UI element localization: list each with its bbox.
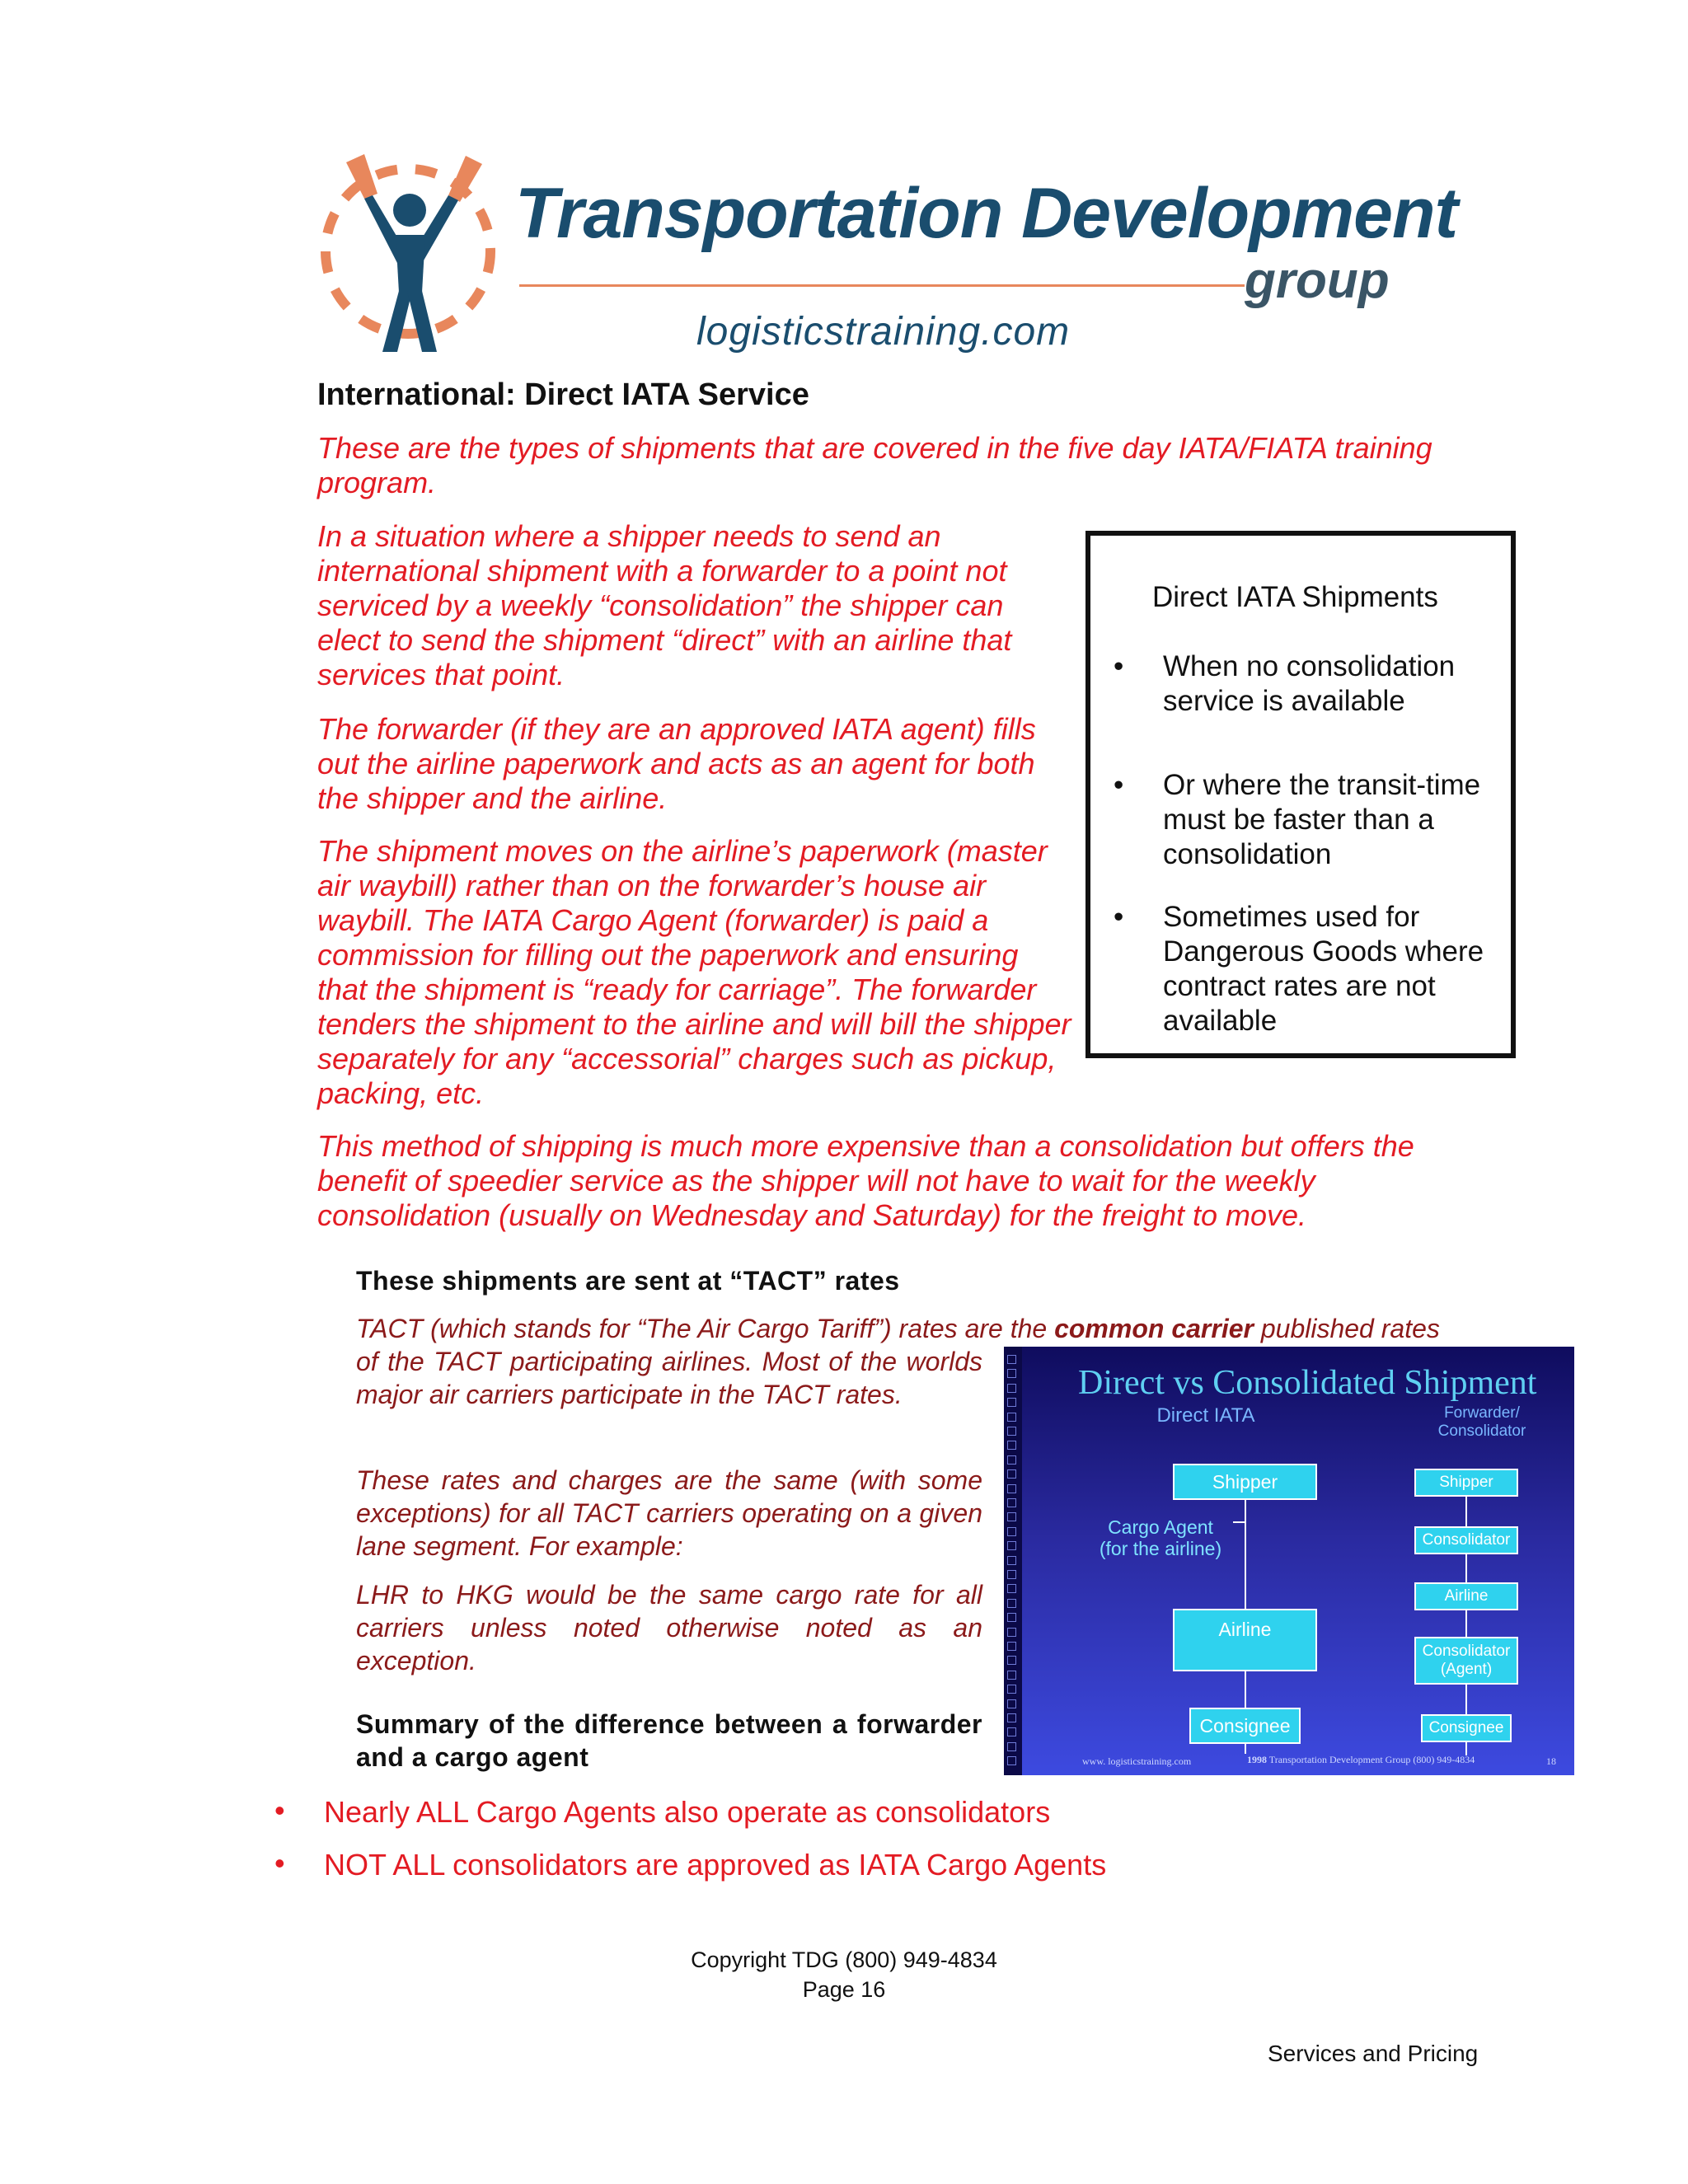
logo-divider [519, 284, 1245, 287]
copyright-text: Copyright TDG (800) 949-4834 [691, 1947, 997, 1972]
forwarder-label-line2: Consolidator [1437, 1422, 1526, 1440]
tact-text-after: published rates [1253, 1314, 1440, 1343]
slide-footer-url: www. logisticstraining.com [1082, 1755, 1192, 1767]
slide-bar-square [1007, 1355, 1016, 1364]
right-airline-box: Airline [1414, 1582, 1518, 1610]
slide-bar-square [1007, 1384, 1016, 1393]
tact-text-before: TACT (which stands for “The Air Cargo Tariff”) rates are the [356, 1314, 1055, 1343]
slide-bar-square [1007, 1484, 1016, 1493]
slide-bar-square [1007, 1512, 1016, 1521]
tact-rest: of the TACT participating airlines. Most of the worlds major air carriers participate in the TACT rates. [356, 1347, 982, 1409]
slide-bar-square [1007, 1469, 1016, 1479]
page-number: Page 16 [802, 1977, 886, 2002]
slide-bar-square [1007, 1527, 1016, 1536]
slide-bar-square [1007, 1541, 1016, 1550]
slide-bar-square [1007, 1742, 1016, 1751]
slide-bar-square [1007, 1671, 1016, 1680]
company-logo [313, 144, 1458, 367]
slide-bar-square [1007, 1756, 1016, 1765]
box-item-text: When no consolidation service is available [1163, 650, 1456, 717]
slide-footer-year: 1998 [1247, 1754, 1267, 1765]
slide-bar-square [1007, 1369, 1016, 1378]
box-title: Direct IATA Shipments [1152, 581, 1438, 613]
consolidator-agent-line2: (Agent) [1440, 1661, 1493, 1678]
slide-bar-square [1007, 1642, 1016, 1651]
consignee-box: Consignee [1189, 1708, 1301, 1744]
bullet-icon: • [274, 1793, 285, 1827]
slide-title: Direct vs Consolidated Shipment [1078, 1364, 1537, 1402]
paragraph-situation: In a situation where a shipper needs to send an international shipment with a forwarder to a point not serviced by a weekly “consolidation” the shipper can elect to send the shipment “direct” with an airline that services that point. [317, 519, 1012, 691]
box-item-text: Or where the transit-time must be faster than a consolidation [1163, 769, 1481, 870]
direct-vs-consolidated-slide [1004, 1347, 1574, 1775]
tact-heading: These shipments are sent at “TACT” rates [356, 1266, 900, 1296]
page-footer [0, 1945, 1688, 2004]
direct-iata-label: Direct IATA [1156, 1404, 1255, 1427]
slide-footer-company [1247, 1754, 1475, 1766]
summary-heading: Summary of the difference between a forwarder and a cargo agent [356, 1709, 982, 1772]
cargo-agent-line1: Cargo Agent [1108, 1516, 1213, 1538]
right-consignee-box: Consignee [1421, 1714, 1512, 1742]
slide-bar-square [1007, 1628, 1016, 1637]
tact-first-line [356, 1312, 1493, 1345]
intro-paragraph: These are the types of shipments that are covered in the five day IATA/FIATA training program. [317, 431, 1432, 499]
paragraph-forwarder: The forwarder (if they are an approved IATA agent) fills out the airline paperwork and acts as an agent for both the shipper and the airline. [317, 712, 1036, 815]
section-label: Services and Pricing [1268, 2041, 1479, 2066]
slide-footer-page: 18 [1546, 1755, 1556, 1767]
tact-example-paragraph: LHR to HKG would be the same cargo rate for all carriers unless noted otherwise noted as an exception. [356, 1580, 982, 1675]
slide-bar-square [1007, 1427, 1016, 1436]
slide-bar-square [1007, 1727, 1016, 1736]
slide-bar-square [1007, 1584, 1016, 1593]
right-consolidator-box: Consolidator [1414, 1526, 1518, 1554]
slide-bar-square [1007, 1713, 1016, 1722]
box-item [1114, 768, 1501, 872]
tact-rates-paragraph: These rates and charges are the same (with some exceptions) for all TACT carriers operating on a given lane segment. For example: [356, 1465, 982, 1561]
logo-url: logisticstraining.com [696, 310, 1071, 354]
forwarder-label [1408, 1404, 1556, 1441]
agent-connector [1233, 1521, 1246, 1523]
logo-group: group [1245, 252, 1390, 309]
cargo-agent-line2: (for the airline) [1099, 1538, 1222, 1559]
slide-bar-square [1007, 1455, 1016, 1465]
tact-bold-term: common carrier [1054, 1314, 1254, 1343]
box-item-text: Sometimes used for Dangerous Goods where contract rates are not available [1163, 901, 1484, 1037]
paragraph-expense: This method of shipping is much more expensive than a consolidation but offers the benefit of speedier service as the shipper will not have to wait for the weekly consolidation (usually on Wednesday and Saturday) for the freight to move. [317, 1129, 1414, 1232]
page-heading: International: Direct IATA Service [317, 377, 809, 412]
slide-bar-square [1007, 1556, 1016, 1565]
bullet-text: NOT ALL consolidators are approved as IATA Cargo Agents [324, 1848, 1107, 1882]
direct-iata-box [1085, 531, 1516, 1058]
logo-title: Transportation Development [515, 174, 1458, 253]
bullet-icon: • [1114, 901, 1124, 933]
box-item [1114, 900, 1501, 1038]
slide-bar-square [1007, 1413, 1016, 1422]
bullet-icon: • [274, 1846, 285, 1880]
slide-bar-square [1007, 1498, 1016, 1507]
box-item [1114, 649, 1501, 719]
person-logo-icon [313, 144, 511, 367]
shipper-box: Shipper [1173, 1464, 1317, 1500]
slide-sidebar [1004, 1347, 1022, 1775]
cargo-agent-box [1086, 1508, 1235, 1574]
consolidator-agent-line1: Consolidator [1422, 1643, 1511, 1660]
right-consolidator-agent-box [1414, 1637, 1518, 1685]
forwarder-label-line1: Forwarder/ [1444, 1404, 1520, 1422]
airline-box: Airline [1173, 1609, 1317, 1671]
bullet-text: Nearly ALL Cargo Agents also operate as consolidators [324, 1795, 1051, 1829]
slide-footer-company-text: Transportation Development Group (800) 949-4834 [1267, 1754, 1475, 1765]
slide-bar-square [1007, 1699, 1016, 1708]
slide-bar-square [1007, 1441, 1016, 1450]
right-shipper-box: Shipper [1414, 1469, 1518, 1497]
slide-bar-square [1007, 1398, 1016, 1407]
slide-bar-square [1007, 1656, 1016, 1665]
slide-bar-square [1007, 1613, 1016, 1622]
slide-bar-square [1007, 1599, 1016, 1608]
paragraph-paperwork: The shipment moves on the airline’s paperwork (master air waybill) rather than on the forwarder’s house air waybill. The IATA Cargo Agent (forwarder) is paid a commission for filling out the paperwork and ensuring that the shipment is “ready for carriage”. The forwarder tenders the shipment to the airline and will bill the shipper separately for any “accessorial” charges such as pickup, packing, etc. [317, 834, 1071, 1110]
slide-bar-square [1007, 1570, 1016, 1579]
bullet-icon: • [1114, 650, 1124, 682]
bullet-icon: • [1114, 769, 1124, 801]
slide-bar-square [1007, 1685, 1016, 1694]
